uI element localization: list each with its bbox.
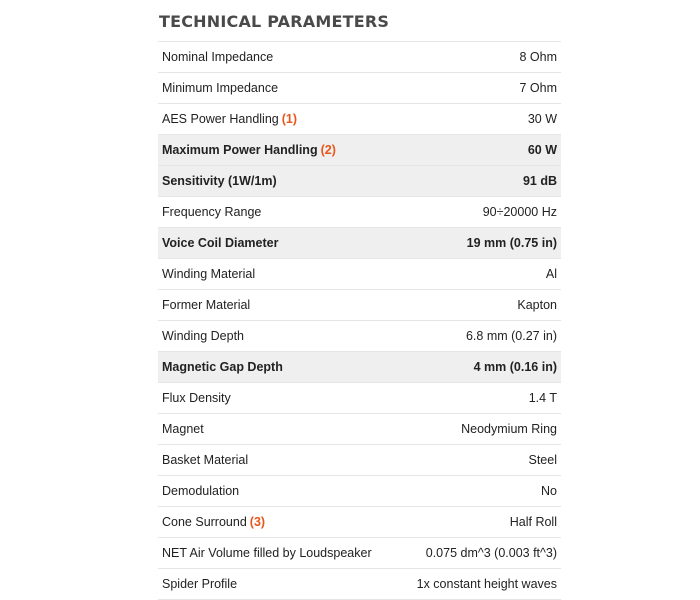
parameter-value: 0.075 dm^3 (0.003 ft^3) bbox=[398, 538, 561, 569]
parameter-label-cell bbox=[158, 352, 398, 383]
parameter-label: Winding Material bbox=[162, 267, 256, 281]
parameter-label-cell bbox=[158, 507, 398, 538]
table-row bbox=[158, 445, 561, 476]
parameter-label-cell bbox=[158, 383, 398, 414]
parameter-label: Flux Density bbox=[162, 391, 231, 405]
parameter-label: Minimum Impedance bbox=[162, 81, 279, 95]
parameter-label: Frequency Range bbox=[162, 205, 262, 219]
parameter-label: Basket Material bbox=[162, 453, 249, 467]
parameter-value: 8 Ohm bbox=[398, 42, 561, 73]
parameter-value: 7 Ohm bbox=[398, 73, 561, 104]
parameter-label: Magnetic Gap Depth bbox=[162, 360, 283, 374]
parameter-label-cell bbox=[158, 321, 398, 352]
parameter-label: Cone Surround bbox=[162, 515, 247, 529]
parameter-value: Half Roll bbox=[398, 507, 561, 538]
parameter-value: Steel bbox=[398, 445, 561, 476]
table-row bbox=[158, 197, 561, 228]
parameter-value: 60 W bbox=[398, 135, 561, 166]
parameter-value: Neodymium Ring bbox=[398, 414, 561, 445]
parameter-label: Voice Coil Diameter bbox=[162, 236, 279, 250]
table-row bbox=[158, 321, 561, 352]
footnote-reference: (2) bbox=[320, 143, 336, 157]
parameter-value: 19 mm (0.75 in) bbox=[398, 228, 561, 259]
spec-table-body bbox=[158, 42, 561, 600]
parameter-value: 1.4 T bbox=[398, 383, 561, 414]
section-title: TECHNICAL PARAMETERS bbox=[159, 12, 390, 31]
parameter-label-cell bbox=[158, 135, 398, 166]
parameter-label-cell bbox=[158, 104, 398, 135]
parameter-label: Former Material bbox=[162, 298, 251, 312]
parameter-label: Spider Profile bbox=[162, 577, 238, 591]
parameter-value: 6.8 mm (0.27 in) bbox=[398, 321, 561, 352]
parameter-label-cell bbox=[158, 445, 398, 476]
table-row bbox=[158, 135, 561, 166]
parameter-label: Maximum Power Handling bbox=[162, 143, 318, 157]
parameter-label: NET Air Volume filled by Loudspeaker bbox=[162, 546, 372, 560]
table-row bbox=[158, 104, 561, 135]
parameter-value: 4 mm (0.16 in) bbox=[398, 352, 561, 383]
parameter-label-cell bbox=[158, 414, 398, 445]
parameter-value: 91 dB bbox=[398, 166, 561, 197]
spec-table bbox=[158, 41, 561, 600]
footnote-reference: (3) bbox=[249, 515, 266, 529]
table-row bbox=[158, 414, 561, 445]
parameter-label-cell bbox=[158, 228, 398, 259]
table-row bbox=[158, 42, 561, 73]
table-row bbox=[158, 259, 561, 290]
table-row bbox=[158, 73, 561, 104]
table-row bbox=[158, 569, 561, 600]
parameter-label-cell bbox=[158, 290, 398, 321]
table-row bbox=[158, 383, 561, 414]
parameter-value: 90÷20000 Hz bbox=[398, 197, 561, 228]
parameter-label: AES Power Handling bbox=[162, 112, 279, 126]
parameter-value: Kapton bbox=[398, 290, 561, 321]
parameter-label-cell bbox=[158, 476, 398, 507]
parameter-value: 1x constant height waves bbox=[398, 569, 561, 600]
parameter-label: Winding Depth bbox=[162, 329, 244, 343]
table-row bbox=[158, 166, 561, 197]
parameter-label-cell bbox=[158, 197, 398, 228]
parameter-label-cell bbox=[158, 538, 398, 569]
table-row bbox=[158, 228, 561, 259]
parameter-label-cell bbox=[158, 42, 398, 73]
parameter-label: Demodulation bbox=[162, 484, 240, 498]
parameter-value: Al bbox=[398, 259, 561, 290]
footnote-reference: (1) bbox=[281, 112, 298, 126]
table-row bbox=[158, 507, 561, 538]
technical-parameters-panel bbox=[158, 0, 561, 600]
parameter-label: Magnet bbox=[162, 422, 204, 436]
parameter-label: Sensitivity (1W/1m) bbox=[162, 174, 277, 188]
table-row bbox=[158, 290, 561, 321]
parameter-label-cell bbox=[158, 73, 398, 104]
parameter-label-cell bbox=[158, 259, 398, 290]
table-row bbox=[158, 538, 561, 569]
parameter-label-cell bbox=[158, 569, 398, 600]
parameter-label-cell bbox=[158, 166, 398, 197]
parameter-value: 30 W bbox=[398, 104, 561, 135]
table-row bbox=[158, 476, 561, 507]
table-row bbox=[158, 352, 561, 383]
parameter-label: Nominal Impedance bbox=[162, 50, 274, 64]
parameter-value: No bbox=[398, 476, 561, 507]
